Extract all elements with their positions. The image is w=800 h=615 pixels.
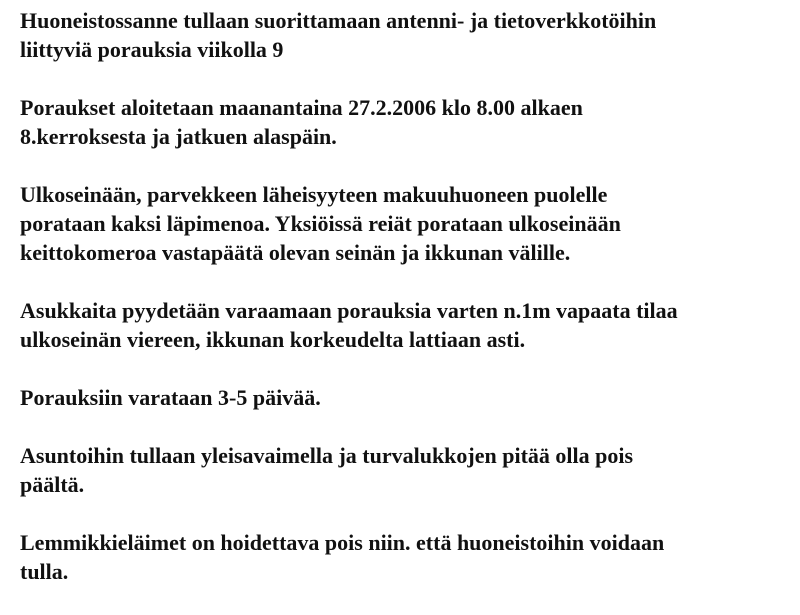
text-line: Ulkoseinään, parvekkeen läheisyyteen makuuhuoneen puolelle	[20, 182, 608, 207]
text-line: tulla.	[20, 559, 69, 584]
text-line: liittyviä porauksia viikolla 9	[20, 37, 284, 62]
text-line: Porauksiin varataan 3-5 päivää.	[20, 385, 321, 410]
text-line: porataan kaksi läpimenoa. Yksiöissä reiät porataan ulkoseinään	[20, 211, 621, 236]
paragraph-pets	[20, 528, 790, 586]
text-line: Poraukset aloitetaan maanantaina 27.2.2006 klo 8.00 alkaen	[20, 95, 583, 120]
paragraph-duration	[20, 383, 790, 412]
text-line: Asukkaita pyydetään varaamaan porauksia varten n.1m vapaata tilaa	[20, 298, 678, 323]
paragraph-access	[20, 441, 790, 499]
paragraph-drilling-location	[20, 180, 790, 267]
paragraph-start-time	[20, 93, 790, 151]
text-line: Huoneistossanne tullaan suorittamaan antenni- ja tietoverkkotöihin	[20, 8, 657, 33]
text-line: Asuntoihin tullaan yleisavaimella ja turvalukkojen pitää olla pois	[20, 443, 634, 468]
text-line: Lemmikkieläimet on hoidettava pois niin. että huoneistoihin voidaan	[20, 530, 665, 555]
text-line: ulkoseinän viereen, ikkunan korkeudelta lattiaan asti.	[20, 327, 526, 352]
text-line: keittokomeroa vastapäätä olevan seinän ja ikkunan välille.	[20, 240, 571, 265]
text-line: päältä.	[20, 472, 85, 497]
paragraph-schedule	[20, 6, 790, 64]
notice-document	[20, 6, 790, 615]
text-line: 8.kerroksesta ja jatkuen alaspäin.	[20, 124, 337, 149]
paragraph-space-request	[20, 296, 790, 354]
